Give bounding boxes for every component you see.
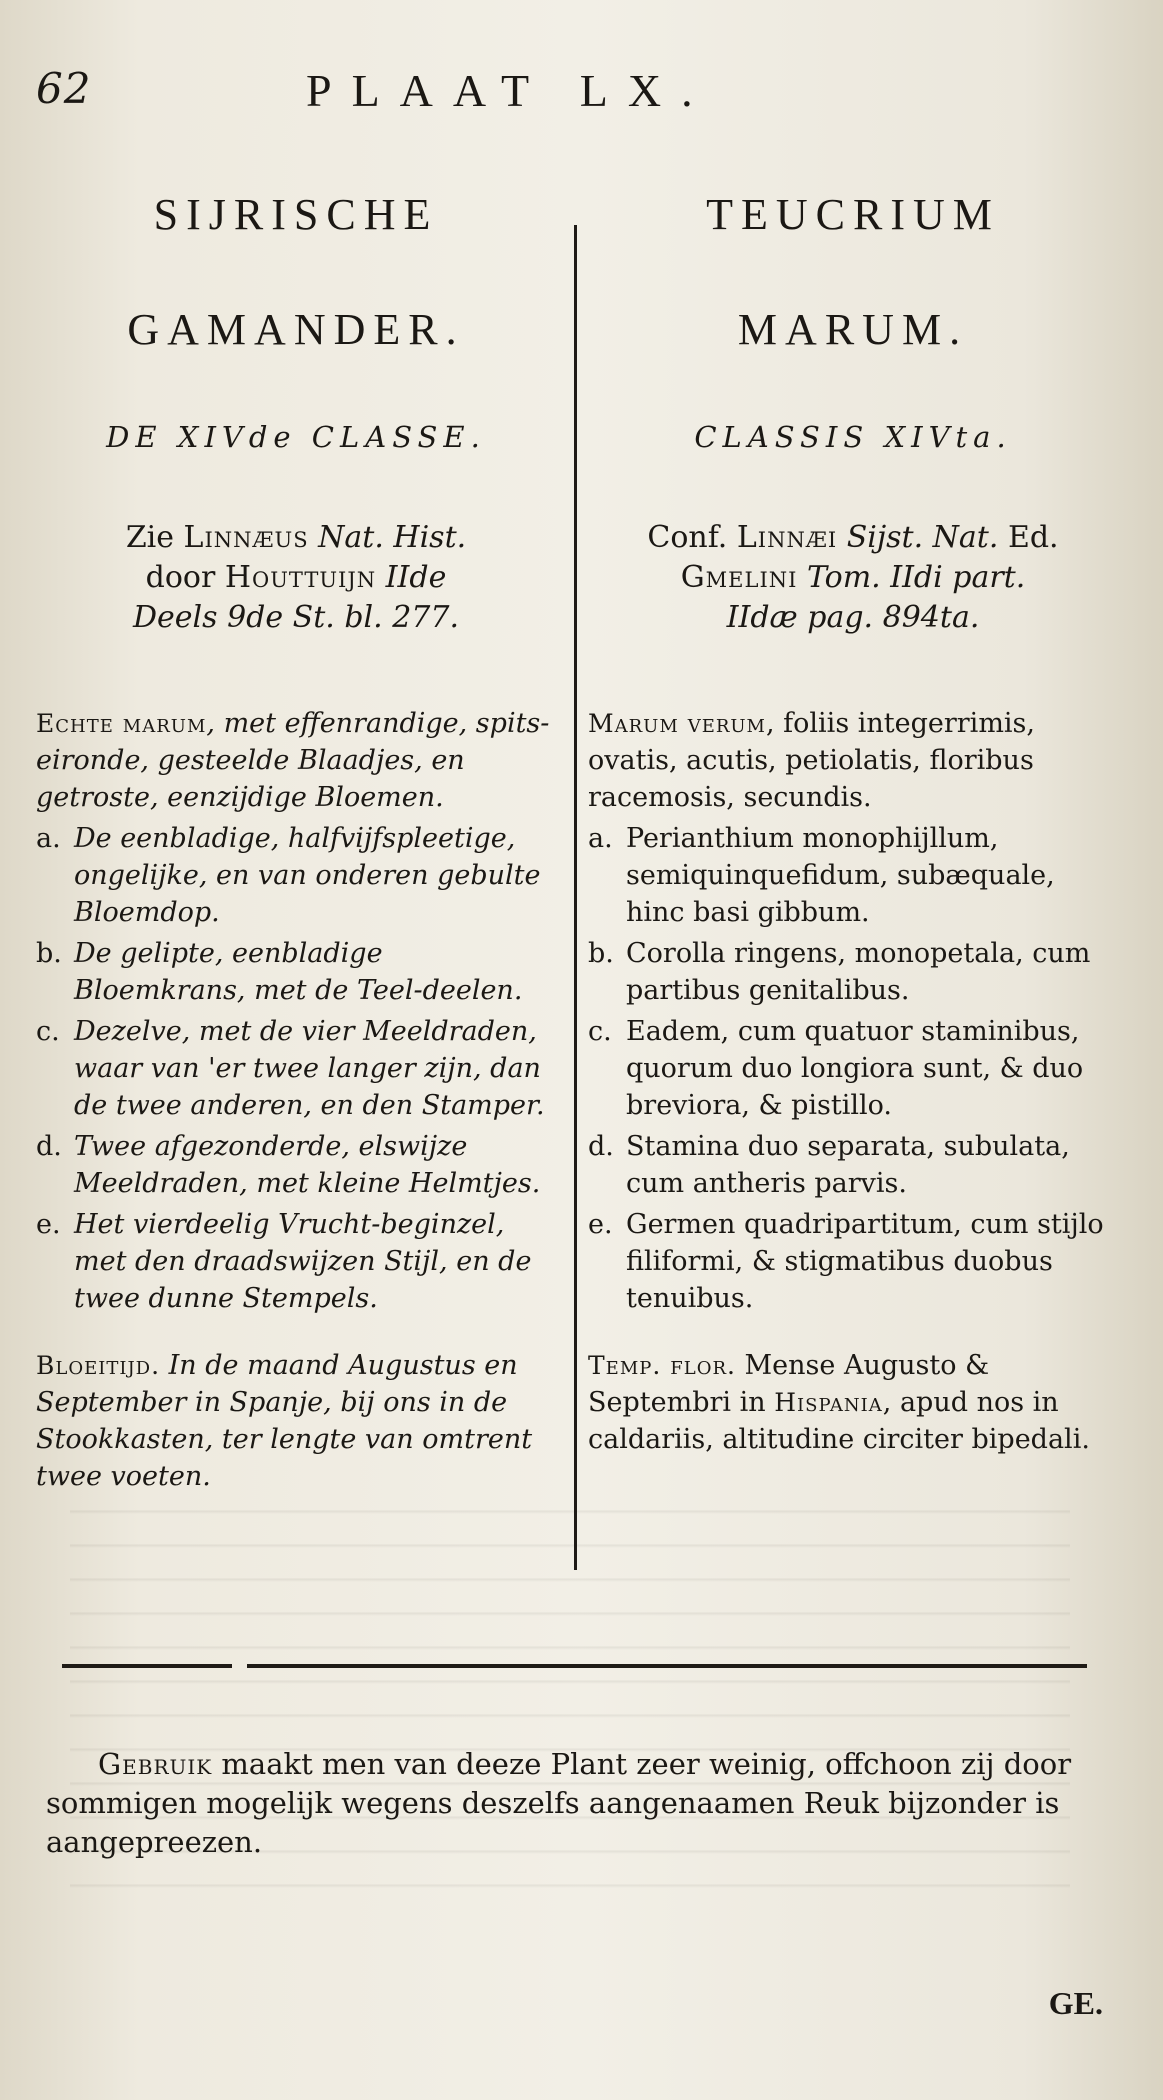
right-ref-line2 xyxy=(588,558,1118,598)
right-ref-work: Sijst. Nat. xyxy=(837,520,999,555)
right-entry-text: Germen quadripartitum, cum stijlo filiformi, & stigmatibus duobus tenuibus. xyxy=(626,1209,1104,1314)
column-divider xyxy=(574,225,577,1570)
left-entry-text: Twee afgezonderde, elswijze Meeldraden, met kleine Helmtjes. xyxy=(74,1131,541,1199)
left-entry-e xyxy=(36,1206,556,1317)
left-entry-d xyxy=(36,1128,556,1202)
right-entry-label: b. xyxy=(588,938,614,969)
right-ref-line1 xyxy=(588,518,1118,558)
left-classe: DE XIVde CLASSE. xyxy=(106,420,486,454)
right-florescence xyxy=(588,1347,1118,1458)
left-ref-door: door xyxy=(145,560,225,595)
right-title-line2: MARUM. xyxy=(737,305,969,354)
right-lead-term: Marum verum xyxy=(588,709,766,738)
right-ref-edition: Ed. xyxy=(998,520,1059,555)
left-entry-text: De gelipte, eenbladige Bloemkrans, met de Teel-deelen. xyxy=(74,938,523,1006)
left-entry-text: Het vierdeelig Vrucht-beginzel, met den draadswijzen Stijl, en de twee dunne Stempels. xyxy=(74,1209,532,1314)
right-entry-c xyxy=(588,1013,1118,1124)
left-column-dutch xyxy=(36,180,556,1495)
left-ref-part: IIde xyxy=(376,560,447,595)
right-entry-d xyxy=(588,1128,1118,1202)
left-ref-line2 xyxy=(36,558,556,598)
left-ref-page: Deels 9de St. bl. 277. xyxy=(132,600,459,635)
left-entry-label: e. xyxy=(36,1209,61,1240)
left-entry-label: c. xyxy=(36,1016,60,1047)
right-ref-page: IIdæ pag. 894ta. xyxy=(726,600,980,635)
usage-text: maakt men van deeze Plant zeer weinig, offchoon zij door sommigen mogelijk wegens deszelfs aangenaamen Reuk bijzonder is aangepreezen. xyxy=(46,1747,1072,1859)
plate-title: PLAAT LX. xyxy=(306,65,713,116)
left-entry-a xyxy=(36,820,556,931)
left-ref-pre: Zie xyxy=(125,520,184,555)
right-ref-author: Linnæi xyxy=(736,520,838,555)
right-column-latin xyxy=(588,180,1118,1458)
right-entry-e xyxy=(588,1206,1118,1317)
right-description xyxy=(588,705,1118,1317)
right-ref-pre: Conf. xyxy=(647,520,737,555)
right-florescence-term: Temp. flor. xyxy=(588,1351,736,1380)
left-reference xyxy=(36,518,556,640)
right-lead-text: , foliis integerrimis, ovatis, acutis, petiolatis, floribus racemosis, secundis. xyxy=(588,708,1035,813)
left-description xyxy=(36,705,556,1317)
right-classe: CLASSIS XIVta. xyxy=(694,420,1012,454)
left-florescence-term: Bloeitijd. xyxy=(36,1351,161,1380)
section-rules xyxy=(62,1664,1087,1670)
running-header xyxy=(36,64,1126,124)
left-entry-text: De eenbladige, halfvijfspleetige, ongelijke, en van onderen gebulte Bloemdop. xyxy=(74,823,541,928)
left-title-line2: GAMANDER. xyxy=(127,305,465,354)
left-lead-paragraph xyxy=(36,705,556,816)
left-florescence xyxy=(36,1347,556,1495)
left-ref-translator: Houttuijn xyxy=(224,560,377,595)
left-entry-label: b. xyxy=(36,938,62,969)
right-ref-editor: Gmelini xyxy=(680,560,798,595)
left-lead-text: , met effenrandige, spits-eironde, gesteelde Blaadjes, en getroste, eenzijdige Bloemen. xyxy=(36,708,550,813)
right-entry-text: Stamina duo separata, subulata, cum antheris parvis. xyxy=(626,1131,1070,1199)
right-entry-b xyxy=(588,935,1118,1009)
left-ref-line1 xyxy=(36,518,556,558)
right-entry-label: e. xyxy=(588,1209,613,1240)
left-florescence-text: In de maand Augustus en September in Spanje, bij ons in de Stookkasten, ter lengte van omtrent twee voeten. xyxy=(36,1350,533,1492)
left-ref-work: Nat. Hist. xyxy=(308,520,467,555)
right-entry-label: a. xyxy=(588,823,613,854)
right-florescence-text2: , apud nos in caldariis, altitudine circiter bipedali. xyxy=(588,1387,1090,1455)
left-entry-label: a. xyxy=(36,823,61,854)
right-ref-tome: Tom. IIdi part. xyxy=(797,560,1026,595)
right-entry-label: c. xyxy=(588,1016,612,1047)
rule-long xyxy=(247,1664,1087,1668)
right-entry-label: d. xyxy=(588,1131,614,1162)
right-entry-text: Perianthium monophijllum, semiquinquefidum, subæquale, hinc basi gibbum. xyxy=(626,823,1055,928)
right-entry-text: Corolla ringens, monopetala, cum partibus genitalibus. xyxy=(626,938,1091,1006)
left-ref-line3 xyxy=(36,598,556,638)
page-number: 62 xyxy=(36,64,92,113)
rule-short xyxy=(62,1664,232,1668)
left-title-line1: SIJRISCHE xyxy=(153,190,439,239)
right-florescence-place: Hispania xyxy=(774,1388,883,1417)
right-lead-paragraph xyxy=(588,705,1118,816)
right-reference xyxy=(588,518,1118,640)
right-ref-line3 xyxy=(588,598,1118,638)
left-entry-b xyxy=(36,935,556,1009)
right-entry-text: Eadem, cum quatuor staminibus, quorum duo longiora sunt, & duo breviora, & pistillo. xyxy=(626,1016,1084,1121)
left-ref-author: Linnæus xyxy=(183,520,309,555)
right-entry-a xyxy=(588,820,1118,931)
left-entry-c xyxy=(36,1013,556,1124)
usage-paragraph xyxy=(46,1745,1116,1862)
left-entry-text: Dezelve, met de vier Meeldraden, waar van 'er twee langer zijn, dan de twee anderen, en den Stamper. xyxy=(74,1016,545,1121)
catchword: GE. xyxy=(1048,1985,1103,2021)
left-lead-term: Echte marum xyxy=(36,709,207,738)
left-entry-label: d. xyxy=(36,1131,62,1162)
right-florescence-text: Mense Augusto & Septembri in xyxy=(588,1350,990,1418)
usage-lead-word: Gebruik xyxy=(98,1747,213,1781)
right-title-line1: TEUCRIUM xyxy=(706,190,1000,239)
